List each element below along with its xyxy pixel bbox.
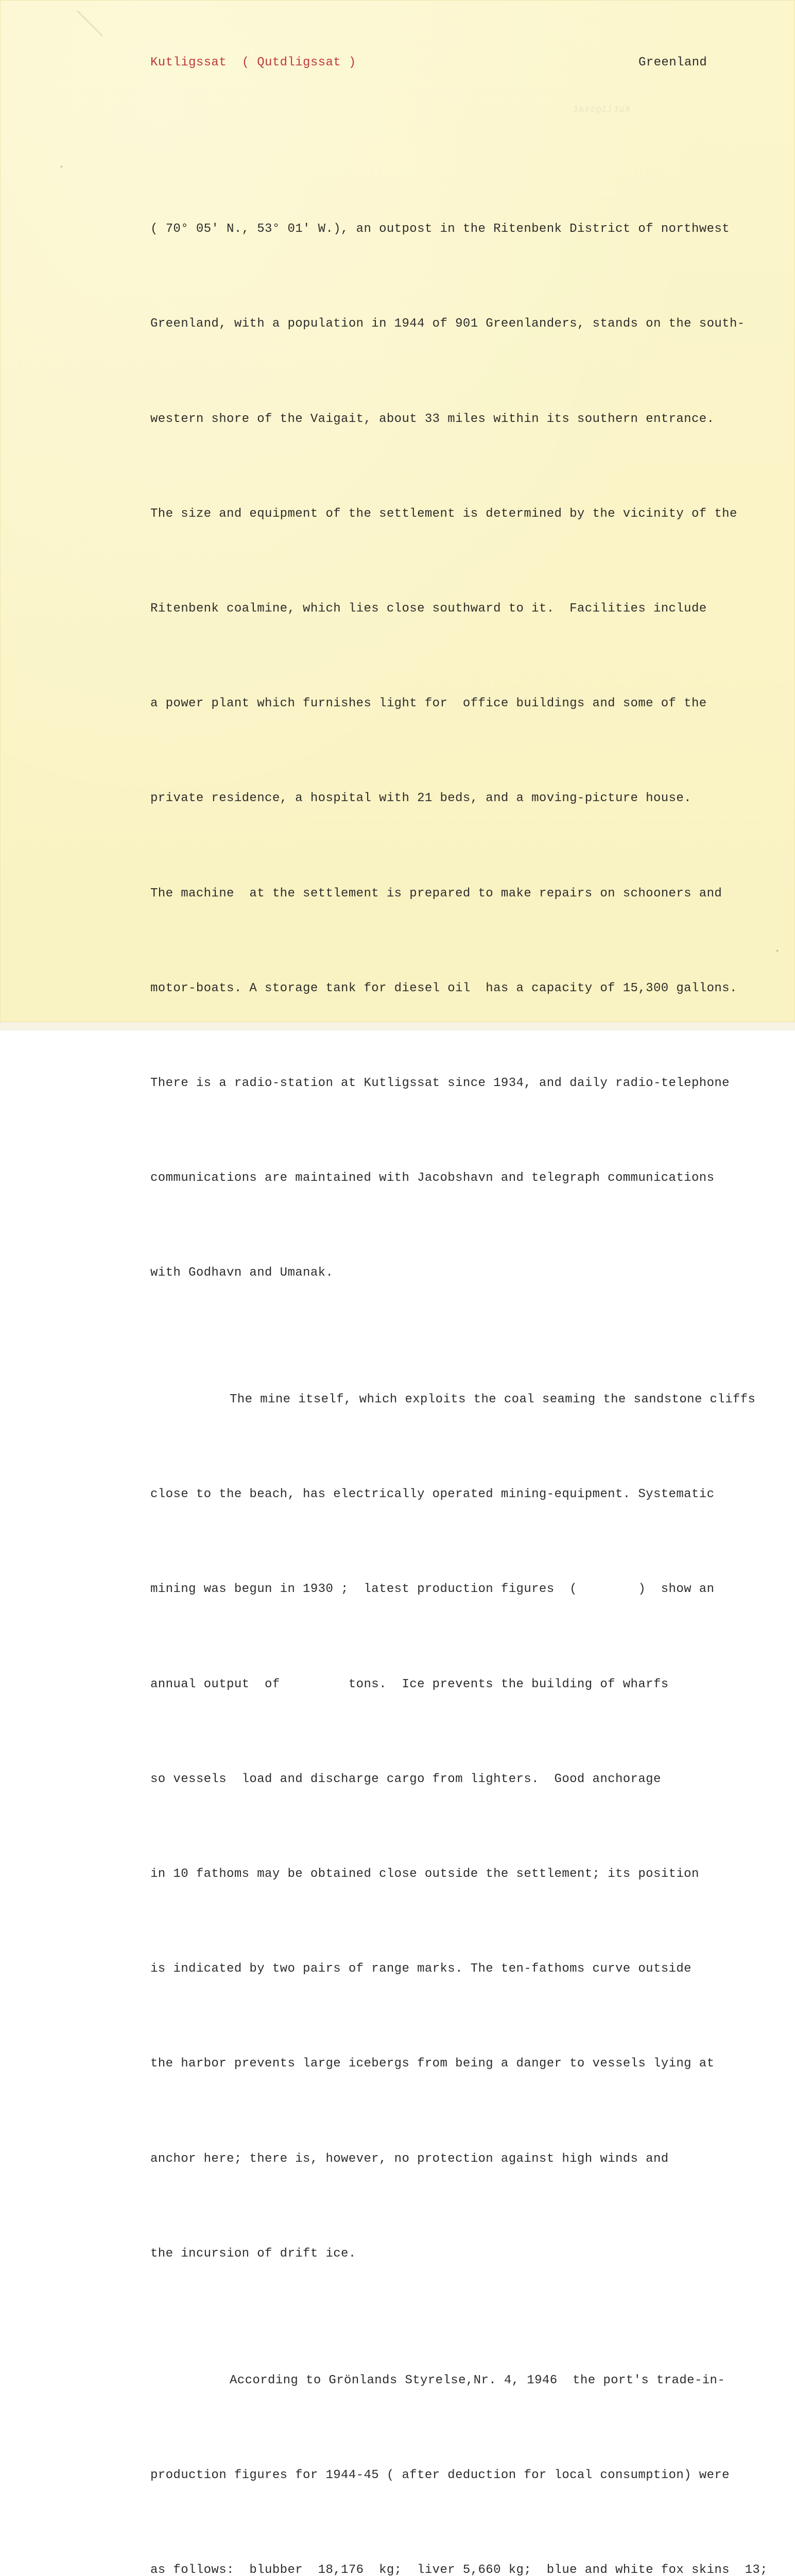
body-line: is indicated by two pairs of range marks. The ten-fathoms curve outside xyxy=(150,1962,692,1976)
body-line: The mine itself, which exploits the coal seaming the sandstone cliffs xyxy=(230,1393,756,1407)
body-line: western shore of the Vaigait, about 33 miles within its southern entrance. xyxy=(150,412,715,426)
scan-bottom-edge xyxy=(0,1022,795,1030)
body-line: motor-boats. A storage tank for diesel oil has a capacity of 15,300 gallons. xyxy=(150,981,737,995)
body-line: communications are maintained with Jacobshavn and telegraph communications xyxy=(150,1171,715,1185)
body-line: mining was begun in 1930 ; latest production figures ( ) show an xyxy=(150,1582,715,1597)
body-line: Ritenbenk coalmine, which lies close southward to it. Facilities include xyxy=(150,602,707,616)
paper-crease xyxy=(77,10,103,37)
body-line: with Godhavn and Umanak. xyxy=(150,1266,334,1280)
body-line: annual output of tons. Ice prevents the building of wharfs xyxy=(150,1677,669,1691)
body-line: so vessels load and discharge cargo from lighters. Good anchorage xyxy=(150,1772,661,1786)
body-line: The size and equipment of the settlement is determined by the vicinity of the xyxy=(150,506,737,521)
show-through-text: Kutligssat xyxy=(573,105,631,115)
body-line: the harbor prevents large icebergs from being a danger to vessels lying at xyxy=(150,2057,715,2071)
paper-speck xyxy=(776,950,778,952)
document-title: Kutligssat ( Qutdligssat ) xyxy=(150,56,356,70)
body-line: close to the beach, has electrically operated mining-equipment. Systematic xyxy=(150,1487,715,1502)
body-line: Greenland, with a population in 1944 of 901 Greenlanders, stands on the south- xyxy=(150,317,745,331)
body-line: the incursion of drift ice. xyxy=(150,2246,356,2261)
body-line: in 10 fathoms may be obtained close outside the settlement; its position xyxy=(150,1867,699,1882)
body-line: production figures for 1944-45 ( after deduction for local consumption) were xyxy=(150,2468,730,2482)
body-line: ( 70° 05' N., 53° 01' W.), an outpost in the Ritenbenk District of northwest xyxy=(150,222,730,236)
body-line: as follows: blubber 18,176 kg; liver 5,660 kg; blue and white fox skins 13; xyxy=(150,2563,768,2576)
body-line: private residence, a hospital with 21 beds, and a moving-picture house. xyxy=(150,791,692,806)
paper-speck xyxy=(61,166,62,167)
body-line: anchor here; there is, however, no protection against high winds and xyxy=(150,2151,669,2166)
document-body xyxy=(150,118,768,2576)
body-line: According to Grönlands Styrelse,Nr. 4, 1946 the port's trade-in- xyxy=(230,2373,725,2387)
body-line: There is a radio-station at Kutligssat since 1934, and daily radio-telephone xyxy=(150,1076,730,1091)
body-line: a power plant which furnishes light for office buildings and some of the xyxy=(150,697,707,711)
body-line: The machine at the settlement is prepared to make repairs on schooners and xyxy=(150,886,722,901)
document-region: Greenland xyxy=(638,56,707,70)
